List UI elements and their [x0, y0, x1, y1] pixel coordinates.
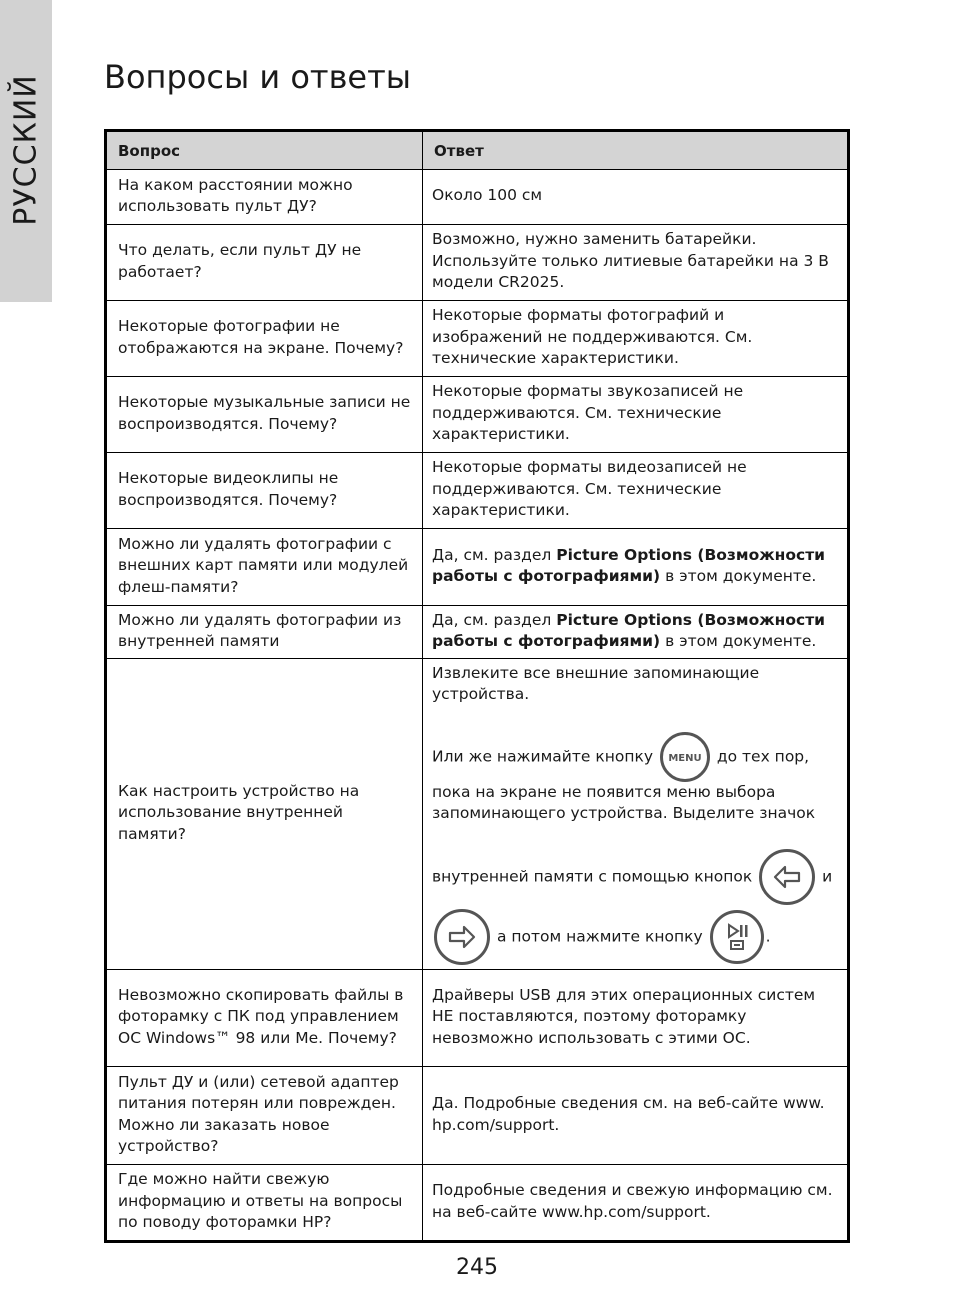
faq-row	[107, 969, 848, 1066]
answer-text: в этом документе.	[660, 632, 817, 650]
faq-header-row	[107, 132, 848, 170]
faq-answer	[423, 605, 848, 658]
left-arrow-button-icon	[759, 849, 815, 905]
page-title: Вопросы и ответы	[104, 58, 412, 96]
faq-question: Можно ли удалять фотографии с внешних карт памяти или модулей флеш-памяти?	[107, 528, 423, 605]
faq-row	[107, 452, 848, 528]
right-arrow-button-icon	[434, 909, 490, 965]
faq-row	[107, 300, 848, 376]
answer-text: в этом документе.	[660, 567, 817, 585]
faq-row	[107, 376, 848, 452]
faq-row	[107, 1066, 848, 1164]
answer-text: и	[822, 867, 833, 885]
menu-button-label: MENU	[668, 752, 702, 764]
menu-button-icon	[660, 732, 710, 782]
answer-text: внутренней памяти с помощью кнопок	[432, 867, 753, 885]
faq-table	[106, 131, 848, 1241]
faq-answer	[423, 1164, 848, 1240]
faq-answer	[423, 528, 848, 605]
answer-text: Около 100 см	[432, 186, 543, 205]
answer-text: Некоторые форматы звукозаписей не поддерживаются. См. технические характеристики.	[432, 382, 744, 444]
section-reference: Picture Options (Возможности работы с фотографиями)	[432, 545, 826, 585]
faq-row	[107, 605, 848, 658]
answer-text: Драйверы USB для этих операционных систем НЕ поставляются, поэтому фоторамку невозможно использовать с этими ОС.	[432, 985, 816, 1047]
answer-text: а потом нажмите кнопку	[496, 927, 703, 945]
faq-answer	[423, 376, 848, 452]
question-column-header: Вопрос	[107, 132, 423, 170]
answer-text: Да, см. раздел	[432, 610, 557, 629]
language-side-tab	[0, 0, 52, 302]
faq-answer	[423, 452, 848, 528]
faq-question: Пульт ДУ и (или) сетевой адаптер питания потерян или поврежден. Можно ли заказать новое устройство?	[107, 1066, 423, 1164]
page-number: 245	[456, 1255, 498, 1280]
answer-text: Некоторые форматы видеозаписей не поддерживаются. См. технические характеристики.	[432, 458, 747, 520]
faq-row	[107, 169, 848, 224]
answer-text: до тех пор, пока на экране не появится меню выбора запоминающего устройства. Выделите значок	[432, 747, 816, 822]
faq-question: На каком расстоянии можно использовать пульт ДУ?	[107, 169, 423, 224]
faq-question: Можно ли удалять фотографии из внутренней памяти	[107, 605, 423, 658]
answer-paragraph	[432, 732, 838, 825]
faq-answer	[423, 300, 848, 376]
faq-answer	[423, 969, 848, 1066]
faq-question: Некоторые видеоклипы не воспроизводятся. Почему?	[107, 452, 423, 528]
faq-answer	[423, 1066, 848, 1164]
answer-text: Некоторые форматы фотографий и изображений не поддерживаются. См. технические характеристики.	[432, 306, 753, 368]
faq-row	[107, 658, 848, 969]
answer-text: Или же нажимайте кнопку	[432, 747, 654, 765]
language-label: РУССКИЙ	[8, 74, 44, 226]
faq-question: Невозможно скопировать файлы в фоторамку с ПК под управлением ОС Windows™ 98 или Me. Почему?	[107, 969, 423, 1066]
faq-row	[107, 1164, 848, 1240]
faq-body	[107, 169, 848, 1240]
answer-text: Возможно, нужно заменить батарейки. Используйте только литиевые батарейки на 3 В модели CR2025.	[432, 230, 829, 292]
answer-paragraph	[432, 663, 838, 706]
answer-text: Подробные сведения и свежую информацию см. на веб-сайте www.hp.com/support.	[432, 1181, 833, 1221]
faq-answer	[423, 658, 848, 969]
faq-table-frame	[104, 129, 850, 1243]
faq-answer	[423, 224, 848, 300]
faq-row	[107, 224, 848, 300]
faq-question: Некоторые музыкальные записи не воспроизводятся. Почему?	[107, 376, 423, 452]
answer-text: Да. Подробные сведения см. на веб-сайте www. hp.com/support.	[432, 1094, 825, 1134]
faq-question: Как настроить устройство на использование внутренней памяти?	[107, 658, 423, 969]
section-reference: Picture Options (Возможности работы с фотографиями)	[432, 610, 826, 650]
faq-question: Что делать, если пульт ДУ не работает?	[107, 224, 423, 300]
answer-column-header: Ответ	[423, 132, 848, 170]
faq-row	[107, 528, 848, 605]
faq-answer	[423, 169, 848, 224]
play-pause-button-icon	[710, 910, 764, 964]
faq-question: Где можно найти свежую информацию и ответы на вопросы по поводу фоторамки HP?	[107, 1164, 423, 1240]
answer-text: Да, см. раздел	[432, 545, 557, 564]
answer-text: Извлеките все внешние запоминающие устройства.	[432, 663, 760, 703]
answer-text: .	[765, 927, 771, 945]
faq-question: Некоторые фотографии не отображаются на экране. Почему?	[107, 300, 423, 376]
answer-paragraph	[432, 849, 838, 965]
